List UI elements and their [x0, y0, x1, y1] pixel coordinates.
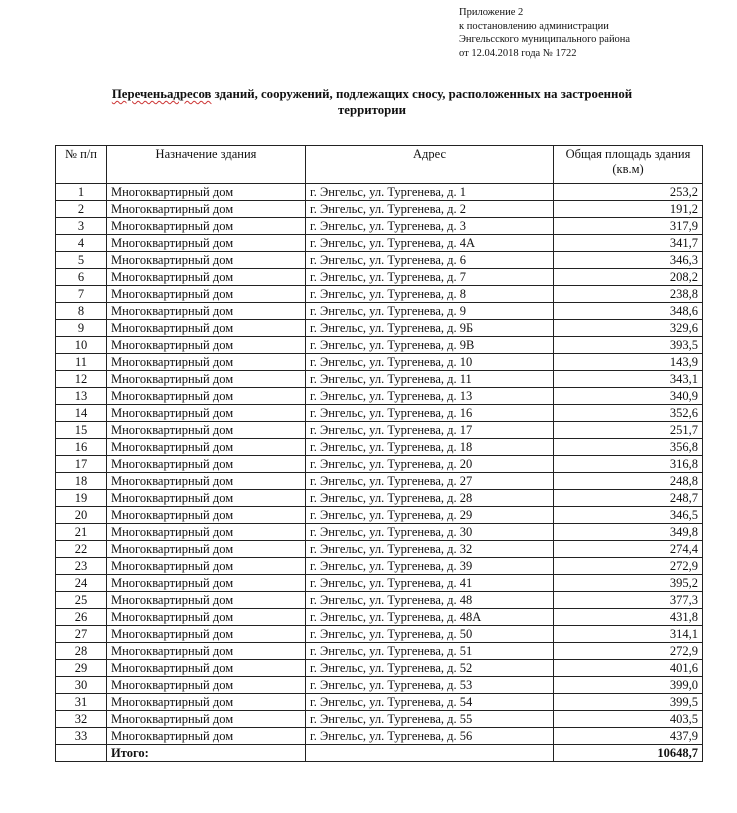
row-address: г. Энгельс, ул. Тургенева, д. 53	[306, 677, 554, 694]
row-area: 248,7	[554, 490, 703, 507]
buildings-table	[55, 145, 703, 762]
row-address: г. Энгельс, ул. Тургенева, д. 48	[306, 592, 554, 609]
row-purpose: Многоквартирный дом	[107, 643, 306, 660]
row-num: 12	[56, 371, 107, 388]
row-num: 26	[56, 609, 107, 626]
row-purpose: Многоквартирный дом	[107, 252, 306, 269]
row-purpose: Многоквартирный дом	[107, 235, 306, 252]
row-num: 11	[56, 354, 107, 371]
row-area: 317,9	[554, 218, 703, 235]
row-purpose: Многоквартирный дом	[107, 541, 306, 558]
row-address: г. Энгельс, ул. Тургенева, д. 8	[306, 286, 554, 303]
row-purpose: Многоквартирный дом	[107, 218, 306, 235]
row-area: 316,8	[554, 456, 703, 473]
row-address: г. Энгельс, ул. Тургенева, д. 3	[306, 218, 554, 235]
row-address: г. Энгельс, ул. Тургенева, д. 10	[306, 354, 554, 371]
row-num: 23	[56, 558, 107, 575]
row-num: 7	[56, 286, 107, 303]
row-num: 20	[56, 507, 107, 524]
row-address: г. Энгельс, ул. Тургенева, д. 48А	[306, 609, 554, 626]
row-address: г. Энгельс, ул. Тургенева, д. 39	[306, 558, 554, 575]
row-address: г. Энгельс, ул. Тургенева, д. 41	[306, 575, 554, 592]
row-area: 393,5	[554, 337, 703, 354]
header-num: № п/п	[56, 146, 107, 184]
row-area: 343,1	[554, 371, 703, 388]
appendix-header	[459, 6, 630, 60]
row-num: 6	[56, 269, 107, 286]
row-address: г. Энгельс, ул. Тургенева, д. 51	[306, 643, 554, 660]
row-purpose: Многоквартирный дом	[107, 609, 306, 626]
row-area: 238,8	[554, 286, 703, 303]
table-row	[56, 541, 703, 558]
table-row	[56, 422, 703, 439]
document-title	[40, 87, 704, 118]
row-num: 13	[56, 388, 107, 405]
row-purpose: Многоквартирный дом	[107, 269, 306, 286]
table-row	[56, 388, 703, 405]
row-address: г. Энгельс, ул. Тургенева, д. 29	[306, 507, 554, 524]
table-row	[56, 286, 703, 303]
row-purpose: Многоквартирный дом	[107, 439, 306, 456]
row-address: г. Энгельс, ул. Тургенева, д. 55	[306, 711, 554, 728]
row-area: 272,9	[554, 558, 703, 575]
row-area: 346,5	[554, 507, 703, 524]
table-row	[56, 184, 703, 201]
row-area: 403,5	[554, 711, 703, 728]
total-row	[56, 745, 703, 762]
table-row	[56, 575, 703, 592]
row-address: г. Энгельс, ул. Тургенева, д. 13	[306, 388, 554, 405]
row-address: г. Энгельс, ул. Тургенева, д. 17	[306, 422, 554, 439]
row-num: 4	[56, 235, 107, 252]
row-num: 10	[56, 337, 107, 354]
row-area: 401,6	[554, 660, 703, 677]
total-empty-cell	[56, 745, 107, 762]
row-purpose: Многоквартирный дом	[107, 337, 306, 354]
row-area: 346,3	[554, 252, 703, 269]
total-value: 10648,7	[554, 745, 703, 762]
row-address: г. Энгельс, ул. Тургенева, д. 28	[306, 490, 554, 507]
row-purpose: Многоквартирный дом	[107, 711, 306, 728]
row-purpose: Многоквартирный дом	[107, 286, 306, 303]
table-row	[56, 201, 703, 218]
row-area: 191,2	[554, 201, 703, 218]
appendix-line: Энгельсского муниципального района	[459, 34, 631, 46]
table-row	[56, 269, 703, 286]
row-area: 329,6	[554, 320, 703, 337]
row-num: 22	[56, 541, 107, 558]
table-row	[56, 405, 703, 422]
row-purpose: Многоквартирный дом	[107, 320, 306, 337]
row-address: г. Энгельс, ул. Тургенева, д. 16	[306, 405, 554, 422]
row-area: 143,9	[554, 354, 703, 371]
row-purpose: Многоквартирный дом	[107, 507, 306, 524]
row-num: 5	[56, 252, 107, 269]
row-purpose: Многоквартирный дом	[107, 524, 306, 541]
row-address: г. Энгельс, ул. Тургенева, д. 32	[306, 541, 554, 558]
table-row	[56, 354, 703, 371]
row-area: 248,8	[554, 473, 703, 490]
row-num: 16	[56, 439, 107, 456]
row-purpose: Многоквартирный дом	[107, 371, 306, 388]
row-address: г. Энгельс, ул. Тургенева, д. 18	[306, 439, 554, 456]
total-empty-cell	[306, 745, 554, 762]
row-address: г. Энгельс, ул. Тургенева, д. 11	[306, 371, 554, 388]
row-area: 251,7	[554, 422, 703, 439]
row-purpose: Многоквартирный дом	[107, 592, 306, 609]
header-address: Адрес	[306, 146, 554, 184]
table-row	[56, 524, 703, 541]
header-area: Общая площадь здания (кв.м)	[554, 146, 703, 184]
row-address: г. Энгельс, ул. Тургенева, д. 7	[306, 269, 554, 286]
table-row	[56, 592, 703, 609]
row-area: 340,9	[554, 388, 703, 405]
row-purpose: Многоквартирный дом	[107, 728, 306, 745]
row-area: 352,6	[554, 405, 703, 422]
row-address: г. Энгельс, ул. Тургенева, д. 20	[306, 456, 554, 473]
header-purpose: Назначение здания	[107, 146, 306, 184]
row-area: 356,8	[554, 439, 703, 456]
table-row	[56, 337, 703, 354]
row-area: 208,2	[554, 269, 703, 286]
row-num: 32	[56, 711, 107, 728]
row-address: г. Энгельс, ул. Тургенева, д. 6	[306, 252, 554, 269]
row-num: 14	[56, 405, 107, 422]
row-address: г. Энгельс, ул. Тургенева, д. 50	[306, 626, 554, 643]
row-purpose: Многоквартирный дом	[107, 694, 306, 711]
table-row	[56, 728, 703, 745]
row-num: 31	[56, 694, 107, 711]
table-row	[56, 677, 703, 694]
table-row	[56, 711, 703, 728]
row-purpose: Многоквартирный дом	[107, 184, 306, 201]
row-num: 29	[56, 660, 107, 677]
row-num: 28	[56, 643, 107, 660]
row-num: 2	[56, 201, 107, 218]
row-address: г. Энгельс, ул. Тургенева, д. 9В	[306, 337, 554, 354]
row-num: 27	[56, 626, 107, 643]
row-address: г. Энгельс, ул. Тургенева, д. 52	[306, 660, 554, 677]
row-purpose: Многоквартирный дом	[107, 626, 306, 643]
row-num: 17	[56, 456, 107, 473]
table-row	[56, 252, 703, 269]
row-num: 33	[56, 728, 107, 745]
row-address: г. Энгельс, ул. Тургенева, д. 30	[306, 524, 554, 541]
row-address: г. Энгельс, ул. Тургенева, д. 4А	[306, 235, 554, 252]
row-area: 272,9	[554, 643, 703, 660]
row-address: г. Энгельс, ул. Тургенева, д. 54	[306, 694, 554, 711]
row-area: 437,9	[554, 728, 703, 745]
row-area: 314,1	[554, 626, 703, 643]
row-purpose: Многоквартирный дом	[107, 303, 306, 320]
row-area: 253,2	[554, 184, 703, 201]
row-area: 399,0	[554, 677, 703, 694]
table-header-row	[56, 146, 703, 184]
table-row	[56, 507, 703, 524]
row-purpose: Многоквартирный дом	[107, 660, 306, 677]
row-num: 30	[56, 677, 107, 694]
row-area: 399,5	[554, 694, 703, 711]
row-num: 25	[56, 592, 107, 609]
row-area: 274,4	[554, 541, 703, 558]
row-purpose: Многоквартирный дом	[107, 405, 306, 422]
row-purpose: Многоквартирный дом	[107, 558, 306, 575]
row-address: г. Энгельс, ул. Тургенева, д. 9	[306, 303, 554, 320]
table-body	[56, 184, 703, 745]
appendix-line: к постановлению администрации	[459, 20, 609, 32]
table-row	[56, 558, 703, 575]
total-label: Итого:	[107, 745, 306, 762]
row-num: 18	[56, 473, 107, 490]
row-purpose: Многоквартирный дом	[107, 388, 306, 405]
row-num: 8	[56, 303, 107, 320]
table-row	[56, 660, 703, 677]
row-address: г. Энгельс, ул. Тургенева, д. 27	[306, 473, 554, 490]
table-row	[56, 218, 703, 235]
row-address: г. Энгельс, ул. Тургенева, д. 56	[306, 728, 554, 745]
row-purpose: Многоквартирный дом	[107, 201, 306, 218]
row-area: 348,6	[554, 303, 703, 320]
row-address: г. Энгельс, ул. Тургенева, д. 1	[306, 184, 554, 201]
table-row	[56, 609, 703, 626]
row-area: 395,2	[554, 575, 703, 592]
row-num: 1	[56, 184, 107, 201]
title-first-word: Переченьадресов	[111, 87, 212, 101]
row-purpose: Многоквартирный дом	[107, 422, 306, 439]
table-row	[56, 694, 703, 711]
row-num: 15	[56, 422, 107, 439]
row-area: 431,8	[554, 609, 703, 626]
row-address: г. Энгельс, ул. Тургенева, д. 9Б	[306, 320, 554, 337]
row-purpose: Многоквартирный дом	[107, 456, 306, 473]
row-num: 3	[56, 218, 107, 235]
row-purpose: Многоквартирный дом	[107, 354, 306, 371]
title-line2: территории	[338, 102, 406, 117]
row-purpose: Многоквартирный дом	[107, 490, 306, 507]
row-num: 19	[56, 490, 107, 507]
table-row	[56, 490, 703, 507]
table-row	[56, 235, 703, 252]
row-address: г. Энгельс, ул. Тургенева, д. 2	[306, 201, 554, 218]
table-row	[56, 439, 703, 456]
row-num: 9	[56, 320, 107, 337]
table-row	[56, 371, 703, 388]
table-row	[56, 456, 703, 473]
row-purpose: Многоквартирный дом	[107, 575, 306, 592]
table-row	[56, 320, 703, 337]
table-row	[56, 643, 703, 660]
row-purpose: Многоквартирный дом	[107, 473, 306, 490]
row-area: 349,8	[554, 524, 703, 541]
table-row	[56, 303, 703, 320]
table-row	[56, 473, 703, 490]
row-area: 341,7	[554, 235, 703, 252]
appendix-line: Приложение 2	[459, 7, 524, 18]
table-row	[56, 626, 703, 643]
appendix-line: от 12.04.2018 года № 1722	[459, 47, 577, 59]
title-rest: зданий, сооружений, подлежащих сносу, расположенных на застроенной	[211, 87, 633, 101]
row-num: 21	[56, 524, 107, 541]
row-area: 377,3	[554, 592, 703, 609]
row-num: 24	[56, 575, 107, 592]
row-purpose: Многоквартирный дом	[107, 677, 306, 694]
